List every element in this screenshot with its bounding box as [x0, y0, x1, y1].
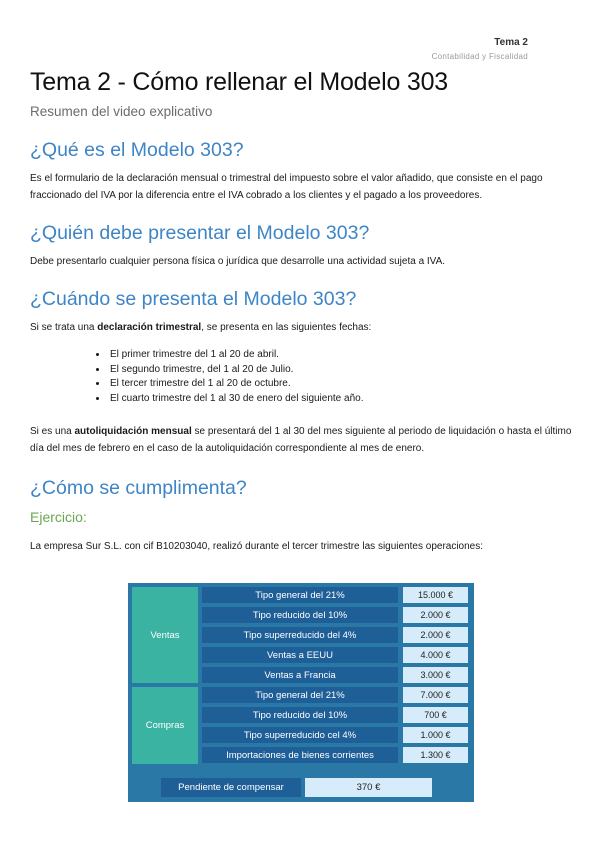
section-heading-who: ¿Quién debe presentar el Modelo 303? [30, 222, 370, 244]
intro-bold: declaración trimestral [97, 322, 202, 333]
row-value: 3.000 € [403, 667, 468, 683]
dates-list [30, 348, 575, 406]
section-text-what: Es el formulario de la declaración mensual o trimestral del impuesto sobre el valor añadido, que consiste en el pago fraccionado del IVA por la diferencia entre el IVA cobrado a los clientes y el pagado a los proveedores. [30, 173, 543, 201]
row-value: 2.000 € [403, 627, 468, 643]
row-label: Ventas a Francia [202, 667, 398, 683]
section-text-who: Debe presentarlo cualquier persona física o jurídica que desarrolle una actividad sujeta a IVA. [30, 256, 446, 267]
list-item: • El segundo trimestre, del 1 al 20 de Julio. [108, 363, 575, 378]
row-label: Tipo reducido del 10% [202, 707, 398, 723]
row-label: Tipo superreducido cel 4% [202, 727, 398, 743]
header-subtitle: Contabilidad y Fiscalidad [431, 52, 528, 61]
row-label: Ventas a EEUU [202, 647, 398, 663]
row-value: 1.300 € [403, 747, 468, 763]
list-item: • El cuarto trimestre del 1 al 30 de enero del siguiente año. [108, 392, 575, 407]
row-label: Importaciones de bienes corrientes [202, 747, 398, 763]
row-value: 15.000 € [403, 587, 468, 603]
group-label-ventas: Ventas [132, 587, 198, 683]
para2-post: se presentará del 1 al 30 del mes siguiente al periodo de liquidación o hasta el último día del mes de febrero en el caso de la autoliquidación correspondiente al mes de enero. [30, 426, 572, 454]
section-heading-when: ¿Cuándo se presenta el Modelo 303? [30, 288, 357, 310]
intro-post: , se presenta en las siguientes fechas: [201, 322, 372, 333]
group-label-compras: Compras [132, 687, 198, 764]
row-label: Tipo general del 21% [202, 587, 398, 603]
list-item: • El primer trimestre del 1 al 20 de abril. [108, 348, 575, 363]
operations-table [128, 583, 474, 802]
exercise-text: La empresa Sur S.L. con cif B10203040, realizó durante el tercer trimestre las siguientes operaciones: [30, 541, 484, 552]
pending-value: 370 € [305, 778, 432, 797]
row-label: Tipo general del 21% [202, 687, 398, 703]
row-value: 7.000 € [403, 687, 468, 703]
para2-bold: autoliquidación mensual [74, 426, 192, 437]
row-value: 700 € [403, 707, 468, 723]
header-title: Tema 2 [494, 37, 528, 48]
section-heading-how: ¿Cómo se cumplimenta? [30, 477, 247, 499]
para2-pre: Si es una [30, 426, 75, 437]
row-label: Tipo reducido del 10% [202, 607, 398, 623]
section-heading-what: ¿Qué es el Modelo 303? [30, 139, 244, 161]
row-label: Tipo superreducido del 4% [202, 627, 398, 643]
intro-pre: Si se trata una [30, 322, 98, 333]
pending-label: Pendiente de compensar [161, 778, 301, 797]
document-header [432, 37, 528, 61]
page-subtitle: Resumen del video explicativo [30, 104, 213, 119]
row-value: 4.000 € [403, 647, 468, 663]
list-item: • El tercer trimestre del 1 al 20 de octubre. [108, 377, 575, 392]
document-body [30, 68, 575, 555]
section-para-monthly [30, 423, 575, 457]
exercise-heading: Ejercicio: [30, 509, 87, 525]
row-value: 2.000 € [403, 607, 468, 623]
row-value: 1.000 € [403, 727, 468, 743]
page-title: Tema 2 - Cómo rellenar el Modelo 303 [30, 68, 449, 96]
section-intro-when [30, 319, 575, 336]
